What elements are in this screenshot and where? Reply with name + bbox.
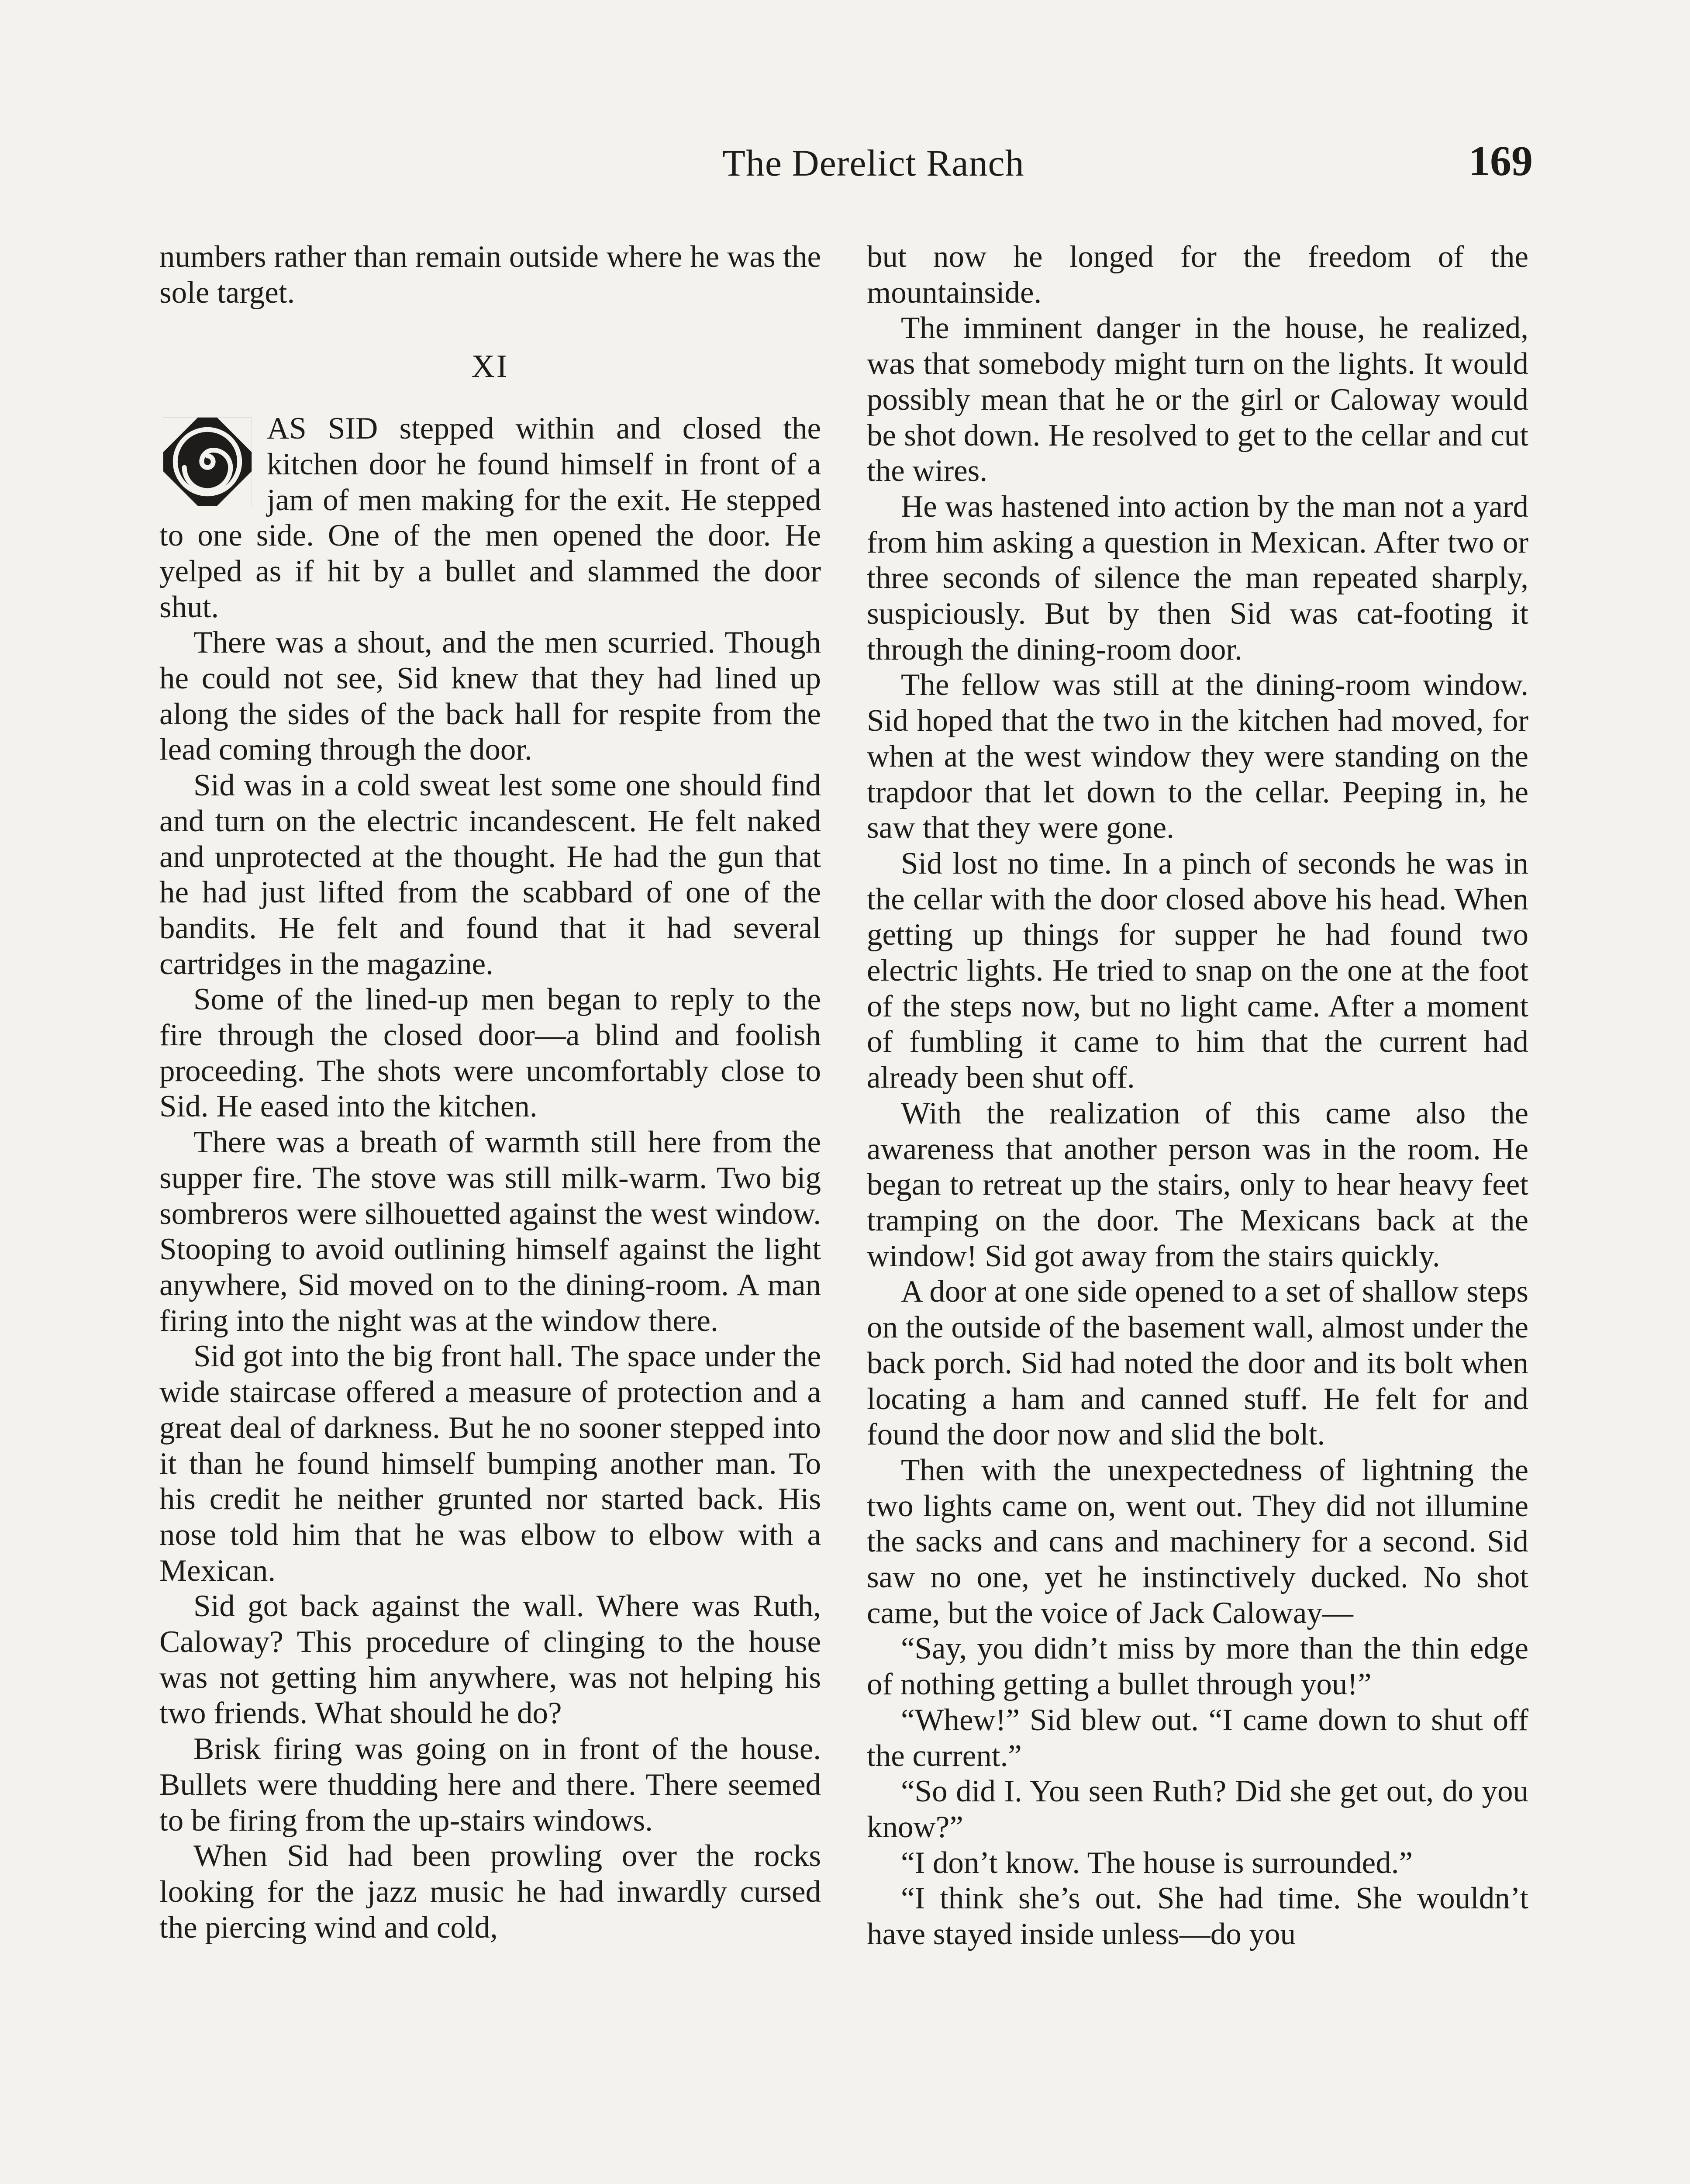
paragraph: With the realization of this came also the awareness that another person was in the room. He began to retreat up the stairs, only to hear heavy feet tramping on the door. The Mexicans back at the window! Sid got away from the stairs quickly. [867, 1096, 1528, 1273]
paragraph: The fellow was still at the dining-room window. Sid hoped that the two in the kitchen had moved, for when at the west window they were standing on the trapdoor that let down to the cellar. Peeping in, he saw that they were gone. [867, 668, 1528, 845]
right-column [867, 239, 1528, 1952]
paragraph: but now he longed for the freedom of the mountainside. [867, 240, 1528, 310]
paragraph: A door at one side opened to a set of shallow steps on the outside of the basement wall, almost under the back porch. Sid had noted the door and its bolt when locating a ham and canned stuff. He felt for and found the door now and slid the bolt. [867, 1275, 1528, 1452]
paragraph: Brisk firing was going on in front of the house. Bullets were thudding here and there. There seemed to be firing from the up-stairs windows. [159, 1732, 821, 1838]
paragraph: AS SID stepped within and closed the kitchen door he found himself in front of a jam of men making for the exit. He stepped to one side. One of the men opened the door. He yelped as if hit by a bullet and slammed the door shut. [159, 411, 821, 624]
paragraph: “Whew!” Sid blew out. “I came down to shut off the current.” [867, 1703, 1528, 1773]
paragraph: The imminent danger in the house, he realized, was that somebody might turn on the lights. It would possibly mean that he or the girl or Caloway would be shot down. He resolved to get to the cellar and cut the wires. [867, 311, 1528, 488]
paragraph: Then with the unexpectedness of lightning the two lights came on, went out. They did not illumine the sacks and cans and machinery for a second. Sid saw no one, yet he instinctively ducked. No shot came, but the voice of Jack Caloway— [867, 1453, 1528, 1630]
page-number: 169 [1469, 138, 1533, 185]
paragraph: Sid was in a cold sweat lest some one should find and turn on the electric incandescent. He felt naked and unprotected at the thought. He had the gun that he had just lifted from the scabbard of one of the bandits. He felt and found that it had several cartridges in the magazine. [159, 768, 821, 981]
paragraph: Some of the lined-up men began to reply to the fire through the closed door—a blind and foolish proceeding. The shots were uncomfortably close to Sid. He eased into the kitchen. [159, 982, 821, 1124]
paragraph: numbers rather than remain outside where he was the sole target. [159, 240, 821, 310]
ornamental-spiral-icon [159, 414, 255, 510]
paragraph: “Say, you didn’t miss by more than the thin edge of nothing getting a bullet through you!” [867, 1631, 1528, 1702]
paragraph: There was a breath of warmth still here from the supper fire. The stove was still milk-warm. Two big sombreros were silhouetted against the west window. Stooping to avoid outlining himself against the light anywhere, Sid moved on to the dining-room. A man firing into the night was at the window there. [159, 1125, 821, 1338]
left-column [159, 239, 821, 1946]
paragraph: Sid lost no time. In a pinch of seconds he was in the cellar with the door closed above his head. When getting up things for supper he had found two electric lights. He tried to snap on the one at the foot of the steps now, but no light came. After a moment of fumbling it came to him that the current had already been shut off. [867, 846, 1528, 1095]
paragraph: When Sid had been prowling over the rocks looking for the jazz music he had inwardly cursed the piercing wind and cold, [159, 1839, 821, 1945]
paragraph: Sid got back against the wall. Where was Ruth, Caloway? This procedure of clinging to the house was not getting him anywhere, was not helping his two friends. What should he do? [159, 1589, 821, 1731]
paragraph: “I think she’s out. She had time. She wouldn’t have stayed inside unless—do you [867, 1881, 1528, 1952]
section-heading: XI [471, 349, 509, 385]
paragraph: He was hastened into action by the man not a yard from him asking a question in Mexican. After two or three seconds of silence the man repeated sharply, suspiciously. But by then Sid was cat-footing it through the dining-room door. [867, 489, 1528, 667]
paragraph: There was a shout, and the men scurried. Though he could not see, Sid knew that they had lined up along the sides of the back hall for respite from the lead coming through the door. [159, 625, 821, 767]
paragraph: Sid got into the big front hall. The space under the wide staircase offered a measure of protection and a great deal of darkness. But he no sooner stepped into it than he found himself bumping another man. To his credit he neither grunted nor started back. His nose told him that he was elbow to elbow with a Mexican. [159, 1339, 821, 1588]
running-head-title: The Derelict Ranch [722, 142, 1024, 184]
paragraph: “I don’t know. The house is surrounded.” [901, 1845, 1413, 1880]
paragraph: “So did I. You seen Ruth? Did she get out, do you know?” [867, 1774, 1528, 1844]
